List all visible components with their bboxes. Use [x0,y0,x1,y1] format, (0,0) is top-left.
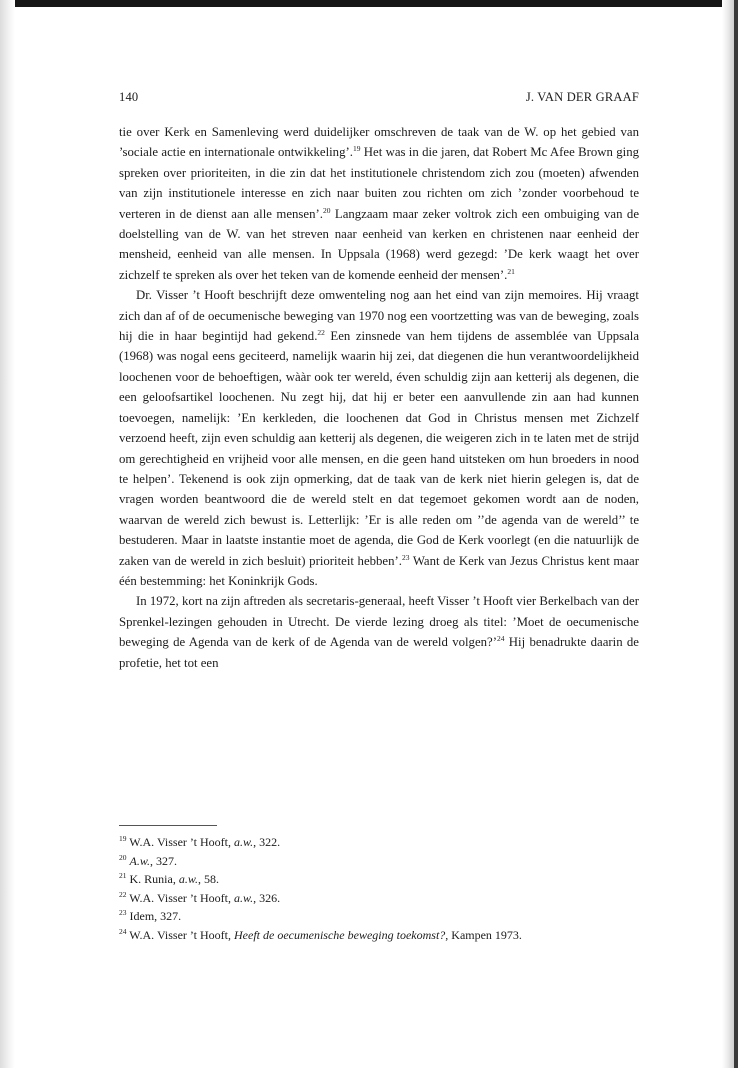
paragraph-2 [119,285,639,591]
footnote-number: 23 [119,908,127,918]
footnote-24 [119,926,639,945]
footnote-20 [119,852,639,871]
footnote-19 [119,833,639,852]
footnote-22 [119,889,639,908]
footnote-text: W.A. Visser ’t Hooft, [126,890,235,905]
page-header [119,90,639,108]
footnotes [119,833,639,945]
footnote-text: , Kampen 1973. [445,927,522,942]
footnote-ref: 24 [496,634,505,644]
scan-left-shadow [0,0,15,1068]
text-run: In 1972, kort na zijn aftreden als secretaris-generaal, heeft Visser ’t Hooft vier Berkelbach van der Sprenkel-lezingen gehouden in Utrecht. De vierde lezing droeg als titel: ’Moet de oecumenische beweging de Agenda van de kerk of de Agenda van de wereld volgen?’ [119,594,639,650]
footnote-italic: a.w. [178,872,198,887]
text-run: tie over Kerk en Samenleving werd duidelijker omschreven de taak van de W. op het gebied van ’sociale actie en internationale ontwikkeling’. [119,125,639,160]
text-run: Dr. Visser ’t Hooft beschrijft deze omwenteling nog aan het eind van zijn memoires. Hij vraagt zich dan af of de oecumenische beweging van 1970 nog een voortzetting was van de beweging, zoals hij die in haar begintijd had gekend. [119,288,639,344]
footnote-text: , 58. [197,872,219,887]
footnote-italic: Heeft de oecumenische beweging toekomst? [234,927,446,942]
footnote-number: 24 [119,926,127,936]
footnote-ref: 23 [401,552,410,562]
scan-top-border [0,0,738,7]
footnote-number: 21 [119,871,127,881]
footnote-ref: 19 [352,144,361,154]
footnote-ref: 20 [322,205,331,215]
scan-right-shadow [722,0,734,1068]
scan-right-border [734,0,738,1068]
footnote-ref: 22 [317,328,325,338]
text-run: Langzaam maar zeker voltrok zich een ombuiging van de doelstelling van de W. van het streven naar eenheid van kerken en christenen naar eenheid der mensheid, eenheid van alle mensen. In Uppsala (1968) werd gezegd: ’De kerk waagt het over zichzelf te spreken als over het teken van de komende eenheid der mensen’. [119,206,639,282]
footnote-text: W.A. Visser ’t Hooft, [126,835,235,849]
footnote-italic: A.w. [129,853,150,868]
footnote-number: 22 [119,889,127,899]
page-number: 140 [119,90,139,104]
footnote-number: 20 [119,852,127,862]
footnote-text: , 322. [253,835,281,849]
footnote-italic: a.w. [234,835,254,849]
text-run: Want de Kerk van Jezus Christus kent maar één bestemming: het Koninkrijk Gods. [119,553,639,588]
footnote-text: , 326. [253,890,281,905]
footnote-text: Idem, 327. [126,909,182,924]
body-text [119,122,639,673]
running-head: J. VAN DER GRAAF [525,90,639,104]
footnote-divider [119,825,217,826]
text-run: Een zinsnede van hem tijdens de assemblée van Uppsala (1968) was nogal eens geciteerd, namelijk waarin hij zei, dat diegenen die hun verantwoordelijkheid loochenen voor de behoeftigen, wààr ook ter wereld, éven schuldig zijn aan ketterij als degenen, die een geloofsartikel loochenen. Nu zegt hij, dat hij er beter een aanvullende zin aan had kunnen toevoegen, namelijk: ’En kerkleden, die loochenen dat God in Christus mensen met Zichzelf verzoend heeft, zijn even schuldig aan ketterij als degenen, die weigeren zich in te laten met de strijd om gerechtigheid en vrijheid voor alle mensen, en die geen hand uitsteken om hun broeders in nood te helpen’. Tekenend is ook zijn opmerking, dat de taak van de kerk niet hierin gelegen is, dat de vragen worden beantwoord die de wereld stelt en dat tegemoet gekomen wordt aan de noden, waarvan de wereld zich bewust is. Letterlijk: ’Er is alle reden om ’’de agenda van de wereld’’ te bestuderen. Maar in laatste instantie moet de agenda, die God de Kerk voorlegt (en die natuurlijk de zaken van de wereld in zich besluit) prioriteit hebben’. [119,329,640,568]
footnote-text: , 327. [149,853,177,868]
footnote-number: 19 [119,834,127,843]
text-run: Hij benadrukte daarin de profetie, het tot een [119,635,639,670]
footnote-text: K. Runia, [126,872,179,887]
footnote-23 [119,907,639,926]
footnote-21 [119,870,639,889]
footnote-ref: 21 [507,266,515,276]
footnote-text: W.A. Visser ’t Hooft, [126,927,235,942]
text-run: Het was in die jaren, dat Robert Mc Afee Brown ging spreken over prioriteiten, in die zin dat het institutionele christendom zich zou (moeten) afwenden van zijn institutionele interesse en zich naar buiten zou richten om zich ’zonder voorbehoud te verteren in de dienst aan alle mensen’. [119,145,639,221]
paragraph-1 [119,122,639,285]
footnote-italic: a.w. [234,890,254,905]
paragraph-3 [119,591,639,673]
